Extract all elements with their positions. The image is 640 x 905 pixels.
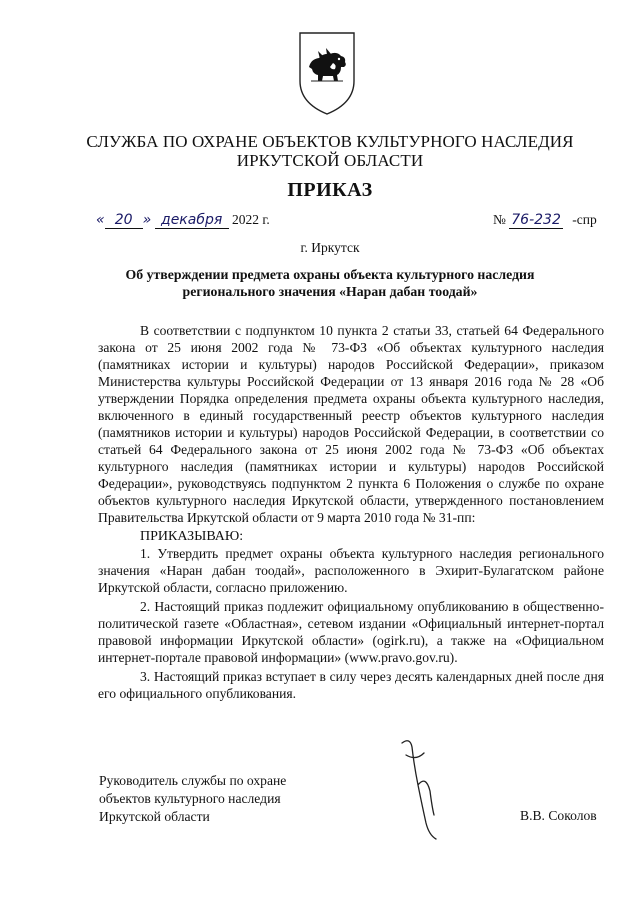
agency-name-line1: СЛУЖБА ПО ОХРАНЕ ОБЪЕКТОВ КУЛЬТУРНОГО НАСЛЕДИЯ bbox=[86, 132, 574, 151]
agency-name bbox=[60, 132, 600, 170]
document-type: ПРИКАЗ bbox=[287, 179, 373, 201]
number-value: 76-232 bbox=[511, 212, 561, 228]
signatory-title bbox=[99, 772, 286, 826]
number-suffix: -спр bbox=[572, 212, 597, 227]
date-open-quote: « bbox=[96, 212, 105, 228]
number-prefix: № bbox=[493, 212, 506, 227]
date-day: 20 bbox=[105, 212, 143, 229]
order-date bbox=[96, 212, 270, 229]
signatory-title-line1: Руководитель службы по охране bbox=[99, 773, 287, 788]
signatory-name: В.В. Соколов bbox=[520, 808, 597, 823]
order-word: ПРИКАЗЫВАЮ: bbox=[140, 529, 244, 544]
order-item-3: 3. Настоящий приказ вступает в силу через десять календарных дней после дня его официального опубликования. bbox=[98, 669, 604, 701]
order-body bbox=[98, 322, 604, 702]
date-year: 2022 г. bbox=[232, 212, 270, 227]
order-subject: Об утверждении предмета охраны объекта культурного наследия регионального значения «Наран дабан тоодай» bbox=[125, 267, 535, 299]
order-item-2: 2. Настоящий приказ подлежит официальному опубликованию в общественно-политической газете «Областная», сетевом издании «Официальный интернет-портал правовой информации Иркутской области» (ogirk.ru), а также на «Официальном интернет-портале правовой информации» (www.pravo.gov.ru). bbox=[98, 599, 604, 665]
city: г. Иркутск bbox=[300, 240, 360, 255]
coat-of-arms-icon bbox=[297, 29, 357, 117]
date-month: декабря bbox=[155, 212, 229, 229]
handwritten-signature-icon bbox=[396, 735, 446, 845]
order-item-1: 1. Утвердить предмет охраны объекта культурного наследия регионального значения «Наран дабан тоодай», расположенного в Эхирит-Булагатском районе Иркутской области, согласно приложению. bbox=[98, 546, 604, 595]
signatory-title-line2: объектов культурного наследия bbox=[99, 791, 281, 806]
preamble-paragraph: В соответствии с подпунктом 10 пункта 2 статьи 33, статьей 64 Федерального закона от 25 июня 2002 года № 73-ФЗ «Об объектах культурного наследия (памятниках истории и культуры) народов Российской Федерации», приказом Министерства культуры Российской Федерации от 13 января 2016 года № 28 «Об утверждении Порядка определения предмета охраны объекта культурного наследия, включенного в единый государственный реестр объектов культурного наследия (памятников истории и культуры) народов Российской Федерации, в соответствии со статьей 64 Федерального закона от 25 июня 2002 года № 73-ФЗ «Об объектах культурного наследия (памятниках истории и культуры) народов Российской Федерации», руководствуясь подпунктом 2 пункта 6 Положения о службе по охране объектов культурного наследия Иркутской области, утвержденного постановлением Правительства Иркутской области от 9 марта 2010 года № 31-пп: bbox=[98, 323, 604, 525]
date-close-quote: » bbox=[142, 212, 152, 228]
agency-name-line2: ИРКУТСКОЙ ОБЛАСТИ bbox=[236, 151, 424, 170]
order-number bbox=[493, 212, 597, 229]
signatory-title-line3: Иркутской области bbox=[99, 809, 210, 824]
